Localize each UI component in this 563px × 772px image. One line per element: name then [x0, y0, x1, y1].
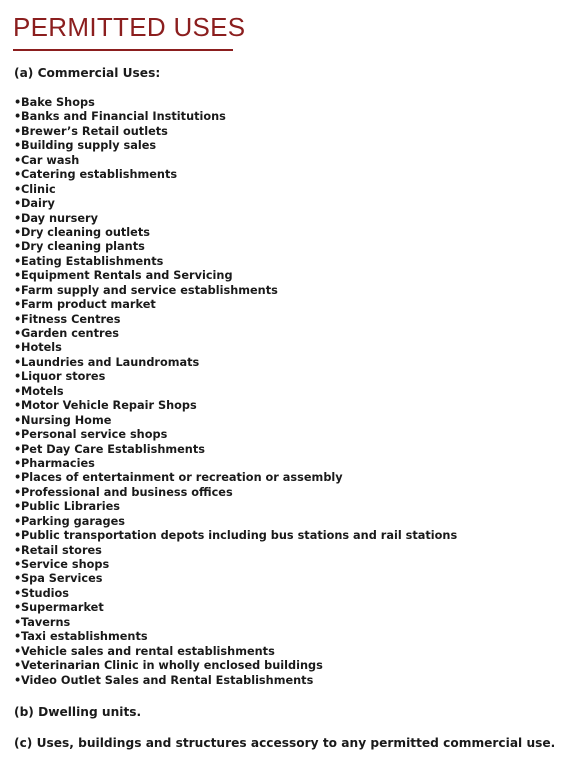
page-title: PERMITTED USES: [13, 12, 246, 42]
list-item: [14, 327, 457, 341]
list-item-label: Veterinarian Clinic in wholly enclosed buildings: [21, 659, 323, 673]
list-item-label: Studios: [21, 586, 70, 600]
list-item-label: Dry cleaning outlets: [21, 225, 150, 239]
bullet-icon: •: [14, 413, 22, 427]
bullet-icon: •: [14, 601, 22, 615]
list-item-label: Places of entertainment or recreation or assembly: [21, 471, 343, 485]
bullet-icon: •: [14, 283, 22, 297]
list-item: [14, 183, 457, 197]
list-item: [14, 385, 457, 399]
list-item-label: Motels: [21, 384, 64, 398]
list-item: [14, 139, 457, 153]
bullet-icon: •: [14, 240, 22, 254]
bullet-icon: •: [14, 370, 22, 384]
list-item: [14, 96, 457, 110]
bullet-icon: •: [14, 514, 22, 528]
list-item: [14, 630, 457, 644]
list-item: [14, 125, 457, 139]
list-item: [14, 544, 457, 558]
list-item-label: Spa Services: [21, 572, 103, 586]
bullet-icon: •: [14, 659, 22, 673]
bullet-icon: •: [14, 269, 22, 283]
bullet-icon: •: [14, 110, 22, 124]
list-item: [14, 226, 457, 240]
list-item: [14, 659, 457, 673]
list-item: [14, 414, 457, 428]
list-item: [14, 601, 457, 615]
list-item-label: Catering establishments: [21, 168, 178, 182]
list-item-label: Dry cleaning plants: [21, 240, 145, 254]
list-item: [14, 313, 457, 327]
list-item: [14, 500, 457, 514]
commercial-uses-list: [14, 96, 457, 688]
bullet-icon: •: [14, 586, 22, 600]
list-item-label: Taverns: [21, 615, 71, 629]
bullet-icon: •: [14, 211, 22, 225]
commercial-uses-heading: (a) Commercial Uses:: [14, 66, 161, 80]
list-item: [14, 168, 457, 182]
list-item-label: Retail stores: [21, 543, 102, 557]
bullet-icon: •: [14, 428, 22, 442]
bullet-icon: •: [14, 312, 22, 326]
list-item: [14, 212, 457, 226]
bullet-icon: •: [14, 630, 22, 644]
list-item: [14, 269, 457, 283]
list-item: [14, 515, 457, 529]
bullet-icon: •: [14, 615, 22, 629]
list-item: [14, 443, 457, 457]
bullet-icon: •: [14, 572, 22, 586]
bullet-icon: •: [14, 197, 22, 211]
list-item-label: Supermarket: [21, 601, 104, 615]
bullet-icon: •: [14, 96, 22, 109]
list-item-label: Public Libraries: [21, 500, 120, 514]
bullet-icon: •: [14, 327, 22, 340]
list-item: [14, 110, 457, 124]
bullet-icon: •: [14, 384, 22, 398]
list-item: [14, 356, 457, 370]
list-item-label: Pharmacies: [21, 456, 95, 470]
bullet-icon: •: [14, 124, 22, 138]
list-item: [14, 674, 457, 688]
bullet-icon: •: [14, 543, 22, 557]
list-item-label: Day nursery: [21, 211, 98, 225]
list-item-label: Clinic: [21, 182, 56, 196]
list-item-label: Brewer’s Retail outlets: [21, 124, 168, 138]
list-item: [14, 240, 457, 254]
bullet-icon: •: [14, 500, 22, 514]
list-item-label: Public transportation depots including bus stations and rail stations: [21, 529, 458, 543]
bullet-icon: •: [14, 471, 22, 485]
list-item-label: Liquor stores: [21, 370, 106, 384]
list-item-label: Video Outlet Sales and Rental Establishments: [21, 673, 314, 687]
bullet-icon: •: [14, 341, 22, 355]
list-item-label: Motor Vehicle Repair Shops: [21, 399, 197, 413]
bullet-icon: •: [14, 168, 22, 182]
bullet-icon: •: [14, 153, 22, 167]
list-item-label: Farm supply and service establishments: [21, 283, 278, 297]
list-item: [14, 341, 457, 355]
list-item-label: Service shops: [21, 558, 110, 571]
bullet-icon: •: [14, 182, 22, 196]
list-item: [14, 616, 457, 630]
list-item-label: Equipment Rentals and Servicing: [21, 269, 233, 283]
bullet-icon: •: [14, 673, 22, 687]
list-item-label: Garden centres: [21, 327, 119, 340]
list-item: [14, 572, 457, 586]
list-item: [14, 284, 457, 298]
list-item: [14, 486, 457, 500]
accessory-uses-heading: (c) Uses, buildings and structures accessory to any permitted commercial use.: [14, 736, 556, 750]
list-item-label: Taxi establishments: [21, 630, 148, 644]
list-item-label: Personal service shops: [21, 428, 168, 442]
list-item-label: Building supply sales: [21, 139, 157, 153]
list-item-label: Hotels: [21, 341, 62, 355]
bullet-icon: •: [14, 298, 22, 312]
list-item-label: Banks and Financial Institutions: [21, 110, 226, 124]
bullet-icon: •: [14, 456, 22, 470]
list-item-label: Car wash: [21, 153, 80, 167]
list-item: [14, 255, 457, 269]
list-item: [14, 645, 457, 659]
list-item: [14, 399, 457, 413]
list-item: [14, 298, 457, 312]
list-item-label: Bake Shops: [21, 96, 95, 109]
list-item: [14, 471, 457, 485]
list-item-label: Pet Day Care Establishments: [21, 442, 205, 456]
list-item-label: Dairy: [21, 197, 55, 211]
bullet-icon: •: [14, 485, 22, 499]
list-item-label: Nursing Home: [21, 413, 112, 427]
bullet-icon: •: [14, 558, 22, 571]
list-item: [14, 197, 457, 211]
bullet-icon: •: [14, 529, 22, 543]
list-item: [14, 558, 457, 572]
bullet-icon: •: [14, 442, 22, 456]
list-item: [14, 370, 457, 384]
bullet-icon: •: [14, 225, 22, 239]
list-item: [14, 529, 457, 543]
list-item: [14, 457, 457, 471]
list-item: [14, 154, 457, 168]
list-item-label: Fitness Centres: [21, 312, 121, 326]
bullet-icon: •: [14, 139, 22, 153]
dwelling-units-heading: (b) Dwelling units.: [14, 705, 142, 719]
bullet-icon: •: [14, 644, 22, 658]
list-item-label: Eating Establishments: [21, 254, 164, 268]
bullet-icon: •: [14, 254, 22, 268]
list-item-label: Laundries and Laundromats: [21, 355, 200, 369]
bullet-icon: •: [14, 399, 22, 413]
bullet-icon: •: [14, 355, 22, 369]
title-underline: [13, 49, 233, 51]
list-item-label: Farm product market: [21, 298, 156, 312]
list-item-label: Parking garages: [21, 514, 125, 528]
list-item: [14, 587, 457, 601]
list-item-label: Vehicle sales and rental establishments: [21, 644, 275, 658]
list-item-label: Professional and business offices: [21, 485, 233, 499]
list-item: [14, 428, 457, 442]
